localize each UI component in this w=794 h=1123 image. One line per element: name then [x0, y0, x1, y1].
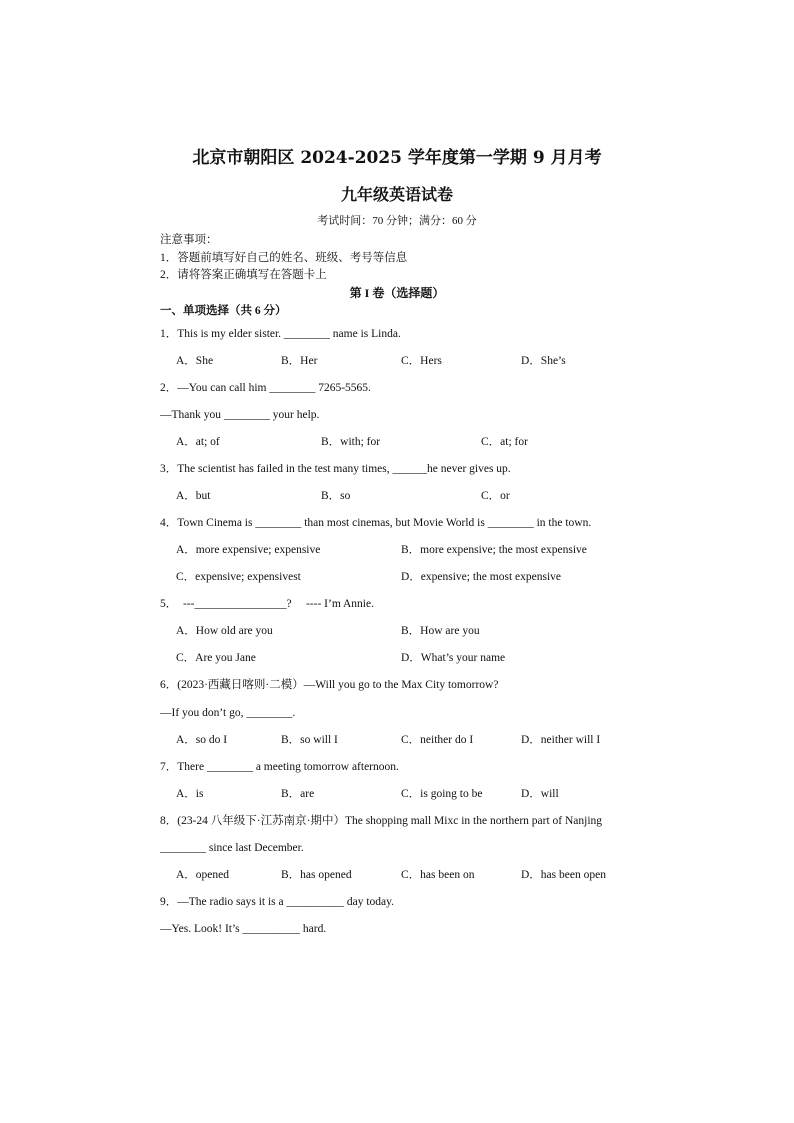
question-9-stem: 9．—The radio says it is a __________ day today.	[160, 896, 395, 908]
question-5-option-c[interactable]: C．Are you Jane	[176, 652, 256, 664]
note-item: 2．请将答案正确填写在答题卡上	[160, 269, 327, 281]
exam-subtitle: 九年级英语试卷	[340, 185, 453, 204]
question-8-stem-line2: ________ since last December.	[160, 842, 304, 854]
question-8-stem: 8．(23-24 八年级下·江苏南京·期中）The shopping mall Mixc in the northern part of Nanjing	[160, 815, 603, 827]
question-1-option-b[interactable]: B．Her	[281, 355, 318, 367]
question-5-option-b[interactable]: B．How are you	[401, 625, 480, 637]
question-6-stem-line2: —If you don’t go, ________.	[160, 707, 296, 719]
question-3-option-a[interactable]: A．but	[176, 490, 211, 502]
question-5-stem: 5． ---________________? ---- I’m Annie.	[160, 598, 374, 610]
question-6-option-c[interactable]: C．neither do I	[401, 734, 474, 746]
question-3-option-c[interactable]: C．or	[481, 490, 510, 502]
question-9-stem-line2: —Yes. Look! It’s __________ hard.	[160, 923, 327, 935]
exam-title: 北京市朝阳区 2024-2025 学年度第一学期 9 月月考	[192, 148, 602, 168]
question-3-option-b[interactable]: B．so	[321, 490, 351, 502]
note-item: 1．答题前填写好自己的姓名、班级、考号等信息	[160, 252, 408, 264]
question-4-stem: 4．Town Cinema is ________ than most cinemas, but Movie World is ________ in the town.	[160, 517, 592, 529]
question-7-stem: 7．There ________ a meeting tomorrow afternoon.	[160, 761, 399, 773]
question-8-option-b[interactable]: B．has opened	[281, 869, 352, 881]
question-8-option-a[interactable]: A．opened	[176, 869, 230, 881]
question-2-option-a[interactable]: A．at; of	[176, 436, 220, 448]
question-5-option-d[interactable]: D．What’s your name	[401, 652, 506, 664]
question-4-option-c[interactable]: C．expensive; expensivest	[176, 571, 301, 583]
question-5-option-a[interactable]: A．How old are you	[176, 625, 273, 637]
part-title: 第 I 卷（选择题）	[349, 286, 445, 300]
question-8-option-d[interactable]: D．has been open	[521, 869, 606, 881]
question-2-option-c[interactable]: C．at; for	[481, 436, 528, 448]
question-6-option-a[interactable]: A．so do I	[176, 734, 228, 746]
question-8-option-c[interactable]: C．has been on	[401, 869, 475, 881]
question-6-option-d[interactable]: D．neither will I	[521, 734, 601, 746]
question-6-stem: 6．(2023·西藏日喀则·二模）—Will you go to the Max City tomorrow?	[160, 679, 499, 691]
question-7-option-d[interactable]: D．will	[521, 788, 559, 800]
question-2-option-b[interactable]: B．with; for	[321, 436, 381, 448]
exam-info: 考试时间：70 分钟；满分：60 分	[317, 215, 477, 227]
question-6-option-b[interactable]: B．so will I	[281, 734, 338, 746]
question-1-option-a[interactable]: A．She	[176, 355, 214, 367]
question-7-option-a[interactable]: A．is	[176, 788, 204, 800]
question-4-option-b[interactable]: B．more expensive; the most expensive	[401, 544, 587, 556]
question-1-stem: 1．This is my elder sister. ________ name is Linda.	[160, 328, 401, 340]
question-2-stem: 2．—You can call him ________ 7265-5565.	[160, 382, 371, 394]
question-2-stem-line2: —Thank you ________ your help.	[160, 409, 320, 421]
question-1-option-d[interactable]: D．She’s	[521, 355, 566, 367]
question-3-stem: 3．The scientist has failed in the test many times, ______he never gives up.	[160, 463, 511, 475]
question-1-option-c[interactable]: C．Hers	[401, 355, 442, 367]
question-7-option-b[interactable]: B．are	[281, 788, 315, 800]
section-title: 一、单项选择（共 6 分）	[160, 305, 287, 317]
question-7-option-c[interactable]: C．is going to be	[401, 788, 483, 800]
question-4-option-a[interactable]: A．more expensive; expensive	[176, 544, 321, 556]
notes-heading: 注意事项：	[160, 234, 218, 246]
question-4-option-d[interactable]: D．expensive; the most expensive	[401, 571, 562, 583]
